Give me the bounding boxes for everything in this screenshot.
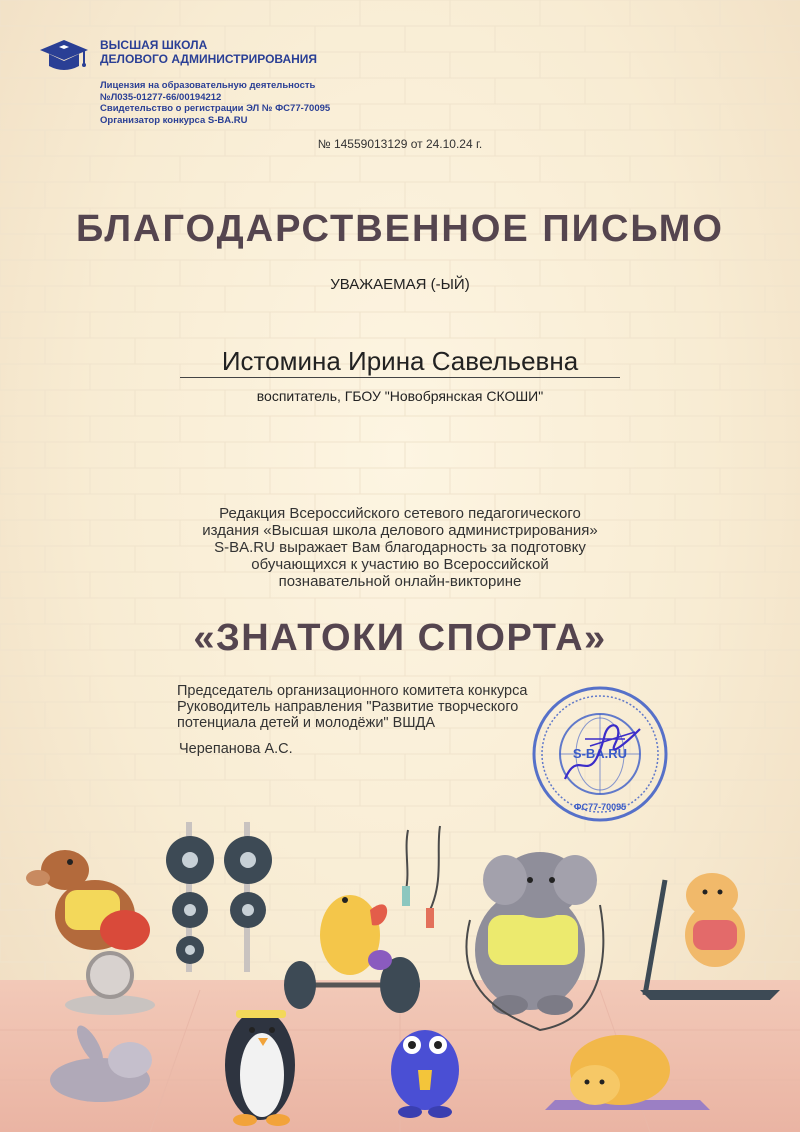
brick [270, 312, 360, 338]
stamp-sub-text: ФС77-70095 [573, 802, 627, 812]
brick [90, 156, 180, 182]
brick [0, 104, 90, 130]
monster-with-trophy-icon [391, 1030, 459, 1118]
brick [180, 312, 270, 338]
brick [45, 546, 135, 572]
brick [675, 182, 765, 208]
body-line: S-BA.RU выражает Вам благодарность за подготовку [214, 539, 586, 556]
license-line: №Л035-01277-66/00194212 [100, 91, 222, 103]
brick [0, 182, 45, 208]
brick [0, 312, 90, 338]
graduation-cap-logo-icon [36, 36, 92, 76]
brick [450, 312, 540, 338]
brick [315, 442, 405, 468]
brick [0, 468, 90, 494]
brick [720, 312, 800, 338]
bear-on-exercise-bike-icon [26, 850, 155, 1015]
hamster-on-treadmill-icon [640, 873, 780, 1000]
brick [540, 312, 630, 338]
license-info [100, 80, 330, 126]
brick [495, 182, 585, 208]
brick [0, 442, 45, 468]
brick [720, 572, 800, 598]
name-underline [180, 377, 620, 378]
brick [90, 312, 180, 338]
brick [225, 182, 315, 208]
rabbit-lying-icon [50, 1022, 152, 1102]
brick [765, 494, 800, 520]
brick [45, 702, 135, 728]
brick [135, 182, 225, 208]
brick [45, 754, 135, 780]
brick [360, 104, 450, 130]
brick [180, 156, 270, 182]
brick [450, 0, 540, 26]
brick [675, 442, 765, 468]
brick [0, 780, 90, 806]
brick [765, 546, 800, 572]
salutation: УВАЖАЕМАЯ (-ЫЙ) [330, 276, 470, 293]
brick [225, 754, 315, 780]
brick [720, 728, 800, 754]
brick [450, 780, 540, 806]
signature-line: Председатель организационного комитета конкурса [177, 683, 528, 699]
brick [450, 416, 540, 442]
document-title: БЛАГОДАРСТВЕННОЕ ПИСЬМО [76, 208, 724, 250]
brick [315, 26, 405, 52]
brick [675, 754, 765, 780]
brick [630, 416, 720, 442]
brick [90, 468, 180, 494]
brick [585, 182, 675, 208]
brand-line-1: ВЫСШАЯ ШКОЛА [100, 38, 208, 52]
recipient-position: воспитатель, ГБОУ "Новобрянская СКОШИ" [256, 388, 544, 404]
recipient-name: Истомина Ирина Савельевна [221, 346, 579, 376]
brick [0, 156, 90, 182]
brick [450, 156, 540, 182]
brick [630, 468, 720, 494]
stamp-center-text: S-BA.RU [572, 746, 628, 761]
brick [630, 312, 720, 338]
brick [90, 780, 180, 806]
license-line: Организатор конкурса S-BA.RU [100, 114, 248, 126]
brick [765, 78, 800, 104]
brick [0, 0, 90, 26]
brick [405, 78, 495, 104]
brick [135, 754, 225, 780]
brick [180, 0, 270, 26]
brick [360, 468, 450, 494]
brick [765, 26, 800, 52]
brick [720, 676, 800, 702]
body-text [150, 505, 650, 590]
brick [360, 52, 450, 78]
official-stamp-icon [530, 684, 670, 824]
brick [45, 494, 135, 520]
brick [720, 780, 800, 806]
brick [720, 468, 800, 494]
body-line: издания «Высшая школа делового администрирования» [202, 522, 598, 539]
brick [405, 182, 495, 208]
license-line: Свидетельство о регистрации ЭЛ № ФС77-70095 [100, 103, 331, 114]
body-line: обучающихся к участию во Всероссийской [251, 556, 549, 573]
brick [720, 520, 800, 546]
brick [765, 182, 800, 208]
signature-line: Руководитель направления "Развитие творческого [177, 699, 519, 715]
brick [360, 312, 450, 338]
brick [675, 702, 765, 728]
brick [360, 416, 450, 442]
brick [360, 0, 450, 26]
brick [630, 104, 720, 130]
brick [405, 442, 495, 468]
brick [0, 78, 45, 104]
brick [180, 416, 270, 442]
brick [720, 0, 800, 26]
brick [270, 468, 360, 494]
brick [180, 780, 270, 806]
brick [90, 728, 180, 754]
weight-rack-icon [166, 822, 272, 972]
brick [540, 416, 630, 442]
brick [540, 104, 630, 130]
brick [270, 156, 360, 182]
brick [270, 780, 360, 806]
brick [0, 728, 90, 754]
cat-on-yoga-mat-icon [545, 1035, 710, 1110]
brick [720, 52, 800, 78]
brick [45, 182, 135, 208]
brick [0, 416, 90, 442]
brick [0, 572, 90, 598]
brick [585, 26, 675, 52]
body-line: познавательной онлайн-викторине [278, 573, 522, 590]
brick [495, 78, 585, 104]
brick [45, 442, 135, 468]
brick [360, 780, 450, 806]
signer-name: Черепанова А.С. [179, 741, 293, 757]
brick [0, 676, 90, 702]
brand-name [100, 38, 317, 66]
brick [0, 546, 45, 572]
brick [90, 0, 180, 26]
brick [540, 0, 630, 26]
license-line: Лицензия на образовательную деятельность [100, 80, 316, 91]
brick [315, 182, 405, 208]
brick [675, 26, 765, 52]
brick [450, 104, 540, 130]
brick [135, 442, 225, 468]
brick [630, 52, 720, 78]
brick [765, 702, 800, 728]
brick [585, 78, 675, 104]
body-line: Редакция Всероссийского сетевого педагогического [219, 505, 581, 522]
brick [450, 468, 540, 494]
contest-name: «ЗНАТОКИ СПОРТА» [193, 617, 607, 659]
brick [765, 754, 800, 780]
signature-line: потенциала детей и молодёжи" ВШДА [177, 715, 436, 731]
brick [0, 702, 45, 728]
document-number: № 14559013129 от 24.10.24 г. [317, 137, 483, 151]
brick [675, 78, 765, 104]
brick [90, 676, 180, 702]
brand-line-2: ДЕЛОВОГО АДМИНИСТРИРОВАНИЯ [100, 52, 318, 66]
brick [540, 52, 630, 78]
jump-ropes-icon [402, 826, 440, 928]
brick [495, 442, 585, 468]
brick [720, 156, 800, 182]
brick [720, 104, 800, 130]
brick [675, 494, 765, 520]
brick [0, 494, 45, 520]
brick [585, 442, 675, 468]
brick [0, 754, 45, 780]
brick [90, 416, 180, 442]
brick [675, 546, 765, 572]
brick [270, 416, 360, 442]
brick [360, 156, 450, 182]
brick [0, 520, 90, 546]
penguin-with-dumbbells-icon [225, 1010, 295, 1126]
brick [765, 442, 800, 468]
brick [225, 442, 315, 468]
brick [720, 416, 800, 442]
brick [405, 754, 495, 780]
brick [450, 52, 540, 78]
gym-animals-illustration [0, 815, 800, 1132]
brick [630, 0, 720, 26]
elephant-with-jump-rope-icon [466, 852, 603, 1030]
signature-block [177, 683, 527, 757]
brick [315, 754, 405, 780]
brick [405, 26, 495, 52]
rooster-with-barbell-icon [284, 895, 420, 1013]
brick [630, 156, 720, 182]
brick [180, 468, 270, 494]
brick [270, 0, 360, 26]
brick [540, 468, 630, 494]
brick [495, 26, 585, 52]
brick [540, 156, 630, 182]
